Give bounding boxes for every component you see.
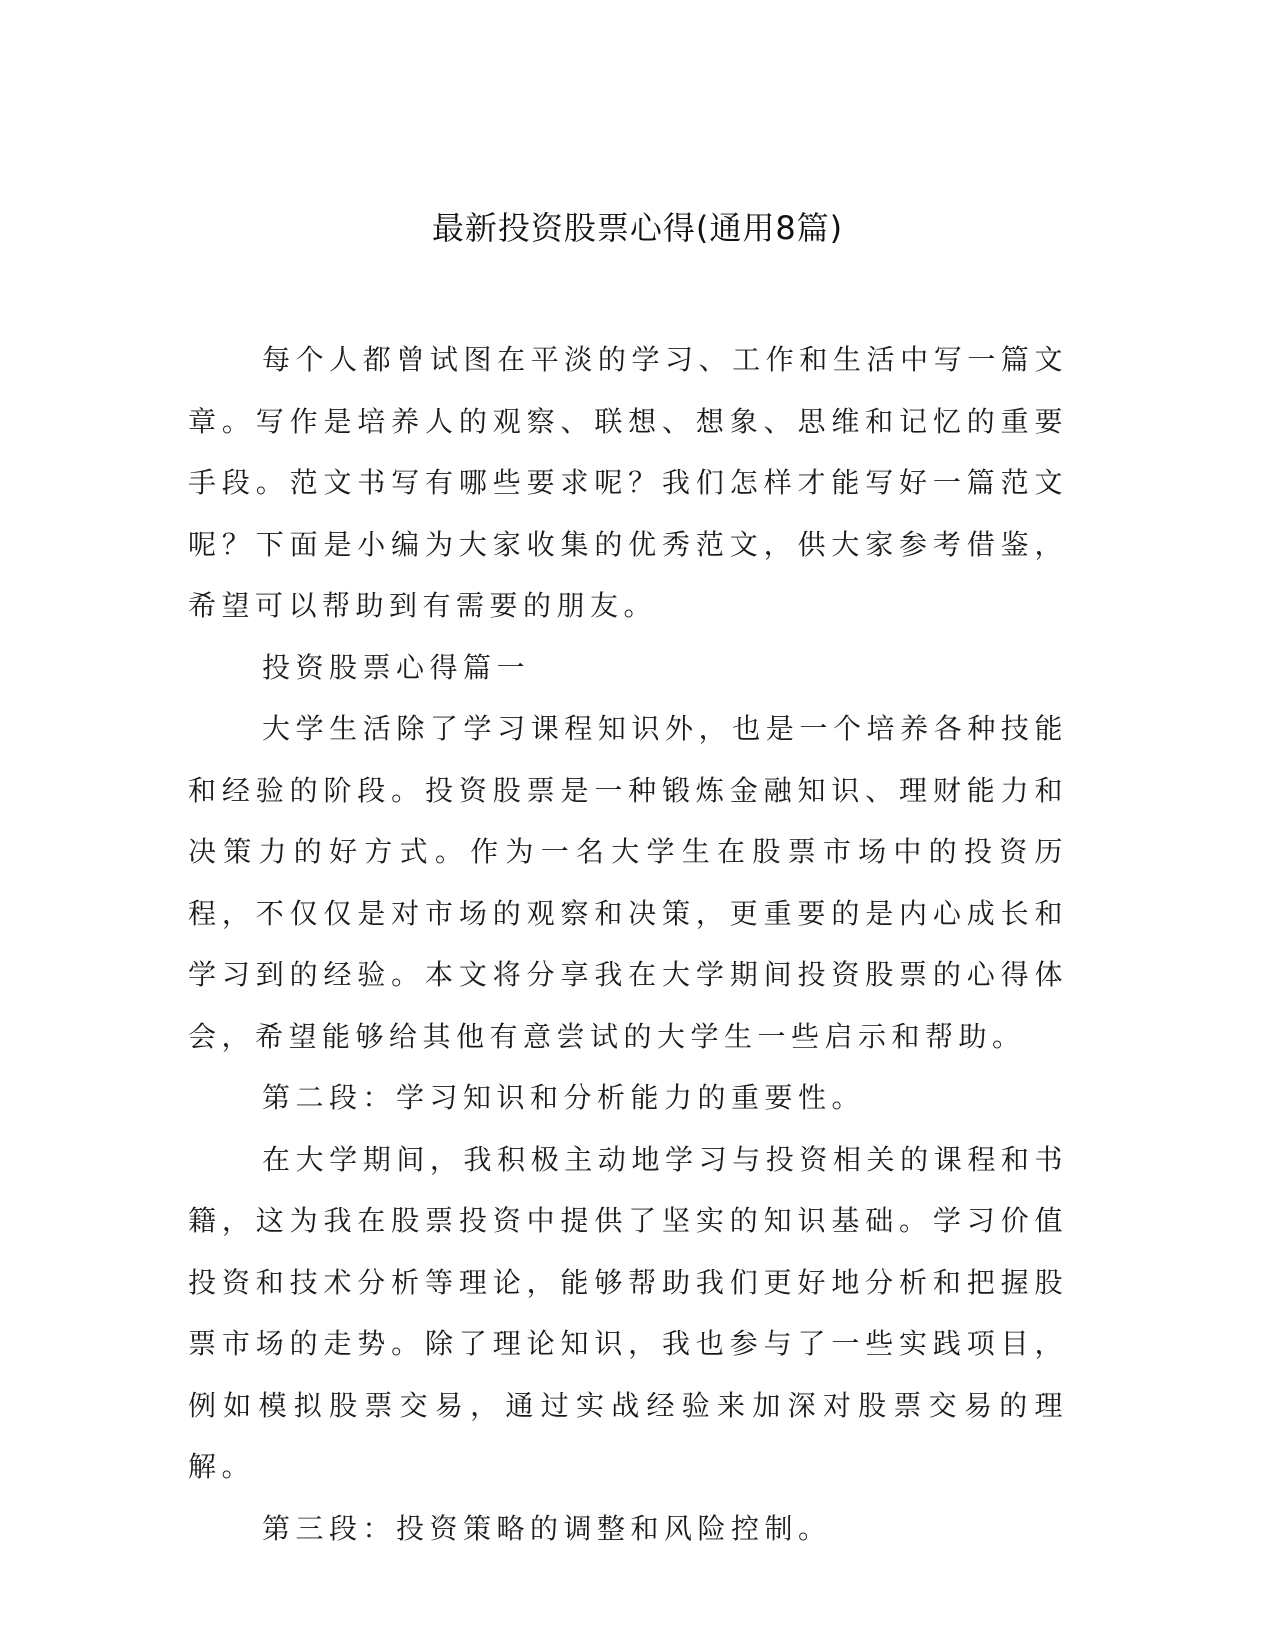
document-body [188,329,1068,1559]
body-paragraph: 在大学期间，我积极主动地学习与投资相关的课程和书籍，这为我在股票投资中提供了坚实的知识基础。学习价值投资和技术分析等理论，能够帮助我们更好地分析和把握股票市场的走势。除了理论知识，我也参与了一些实践项目，例如模拟股票交易，通过实战经验来加深对股票交易的理解。 [188,1142,1068,1483]
intro-paragraph: 每个人都曾试图在平淡的学习、工作和生活中写一篇文章。写作是培养人的观察、联想、想象、思维和记忆的重要手段。范文书写有哪些要求呢？我们怎样才能写好一篇范文呢？下面是小编为大家收集的优秀范文，供大家参考借鉴，希望可以帮助到有需要的朋友。 [188,343,1068,622]
document-title: 最新投资股票心得(通用8篇) [431,209,844,247]
body-paragraph: 大学生活除了学习课程知识外，也是一个培养各种技能和经验的阶段。投资股票是一种锻炼金融知识、理财能力和决策力的好方式。作为一名大学生在股票市场中的投资历程，不仅仅是对市场的观察和决策，更重要的是内心成长和学习到的经验。本文将分享我在大学期间投资股票的心得体会，希望能够给其他有意尝试的大学生一些启示和帮助。 [188,712,1068,1053]
section-heading-part-one: 投资股票心得篇一 [262,650,531,684]
section-heading-third: 第三段：投资策略的调整和风险控制。 [262,1511,832,1545]
section-heading-second: 第二段：学习知识和分析能力的重要性。 [262,1081,866,1114]
